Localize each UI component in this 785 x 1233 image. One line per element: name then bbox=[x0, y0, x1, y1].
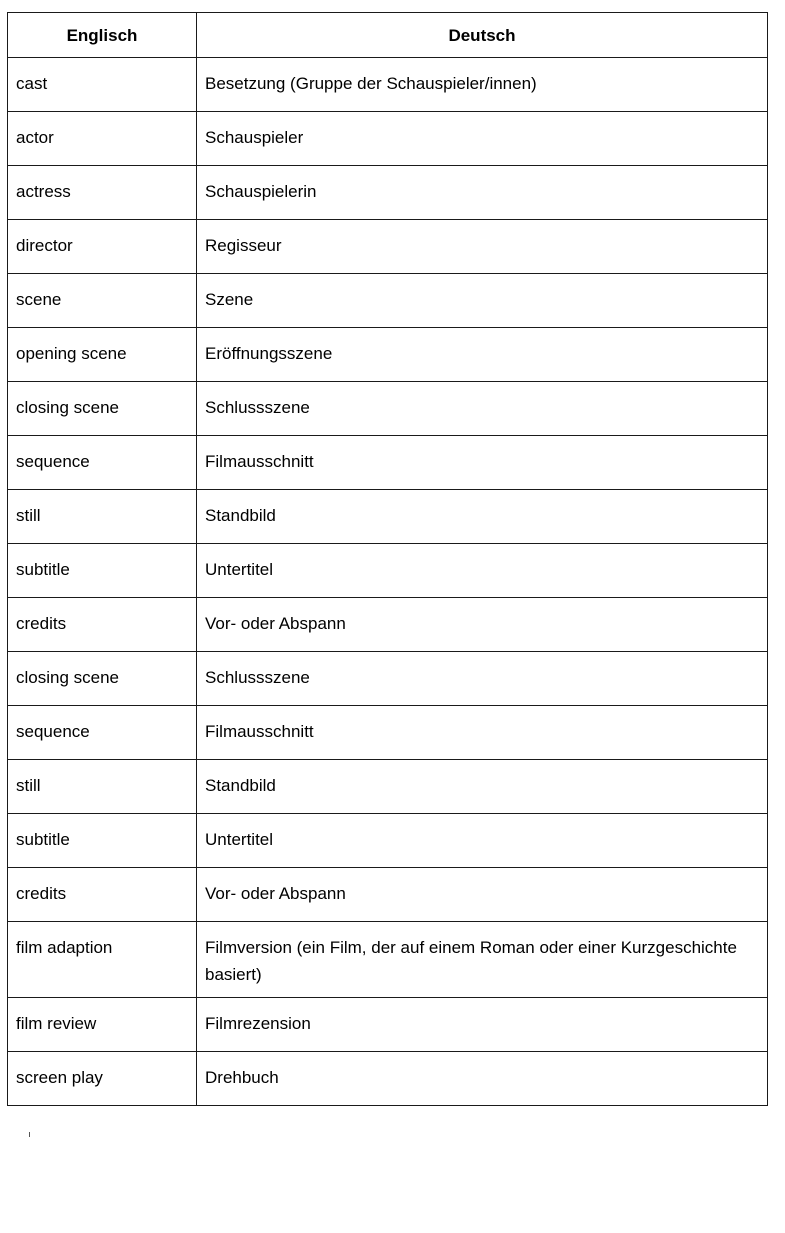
english-term: cast bbox=[8, 58, 197, 112]
english-term: credits bbox=[8, 598, 197, 652]
table-row bbox=[8, 382, 768, 436]
english-term: subtitle bbox=[8, 814, 197, 868]
table-row bbox=[8, 220, 768, 274]
english-term: director bbox=[8, 220, 197, 274]
german-translation: Filmausschnitt bbox=[197, 436, 768, 490]
german-translation: Standbild bbox=[197, 490, 768, 544]
table-row bbox=[8, 436, 768, 490]
table-row bbox=[8, 868, 768, 922]
table-row bbox=[8, 706, 768, 760]
stray-mark bbox=[29, 1132, 30, 1137]
german-translation: Untertitel bbox=[197, 814, 768, 868]
english-term: closing scene bbox=[8, 652, 197, 706]
table-row bbox=[8, 112, 768, 166]
german-translation: Schlussszene bbox=[197, 652, 768, 706]
table-row bbox=[8, 760, 768, 814]
german-translation: Vor- oder Abspann bbox=[197, 868, 768, 922]
german-translation: Besetzung (Gruppe der Schauspieler/innen) bbox=[197, 58, 768, 112]
table-header-row bbox=[8, 13, 768, 58]
german-translation: Filmrezension bbox=[197, 998, 768, 1052]
german-translation: Filmversion (ein Film, der auf einem Roman oder einer Kurzgeschichte basiert) bbox=[197, 922, 768, 998]
german-translation: Drehbuch bbox=[197, 1052, 768, 1106]
vocabulary-table bbox=[7, 12, 768, 1106]
header-english: Englisch bbox=[8, 13, 197, 58]
table-row bbox=[8, 998, 768, 1052]
table-row bbox=[8, 922, 768, 998]
table-row bbox=[8, 652, 768, 706]
english-term: film adaption bbox=[8, 922, 197, 998]
german-translation: Filmausschnitt bbox=[197, 706, 768, 760]
german-translation: Untertitel bbox=[197, 544, 768, 598]
english-term: still bbox=[8, 490, 197, 544]
table-row bbox=[8, 598, 768, 652]
table-row bbox=[8, 166, 768, 220]
table-row bbox=[8, 814, 768, 868]
german-translation: Standbild bbox=[197, 760, 768, 814]
english-term: actress bbox=[8, 166, 197, 220]
table-row bbox=[8, 58, 768, 112]
english-term: opening scene bbox=[8, 328, 197, 382]
english-term: film review bbox=[8, 998, 197, 1052]
table-row bbox=[8, 274, 768, 328]
english-term: closing scene bbox=[8, 382, 197, 436]
english-term: scene bbox=[8, 274, 197, 328]
table-row bbox=[8, 328, 768, 382]
english-term: screen play bbox=[8, 1052, 197, 1106]
german-translation: Schauspielerin bbox=[197, 166, 768, 220]
english-term: sequence bbox=[8, 436, 197, 490]
german-translation: Regisseur bbox=[197, 220, 768, 274]
german-translation: Eröffnungsszene bbox=[197, 328, 768, 382]
header-german: Deutsch bbox=[197, 13, 768, 58]
table-row bbox=[8, 1052, 768, 1106]
english-term: subtitle bbox=[8, 544, 197, 598]
table-row bbox=[8, 544, 768, 598]
english-term: still bbox=[8, 760, 197, 814]
german-translation: Szene bbox=[197, 274, 768, 328]
table-row bbox=[8, 490, 768, 544]
german-translation: Schauspieler bbox=[197, 112, 768, 166]
german-translation: Vor- oder Abspann bbox=[197, 598, 768, 652]
english-term: actor bbox=[8, 112, 197, 166]
german-translation: Schlussszene bbox=[197, 382, 768, 436]
english-term: sequence bbox=[8, 706, 197, 760]
english-term: credits bbox=[8, 868, 197, 922]
